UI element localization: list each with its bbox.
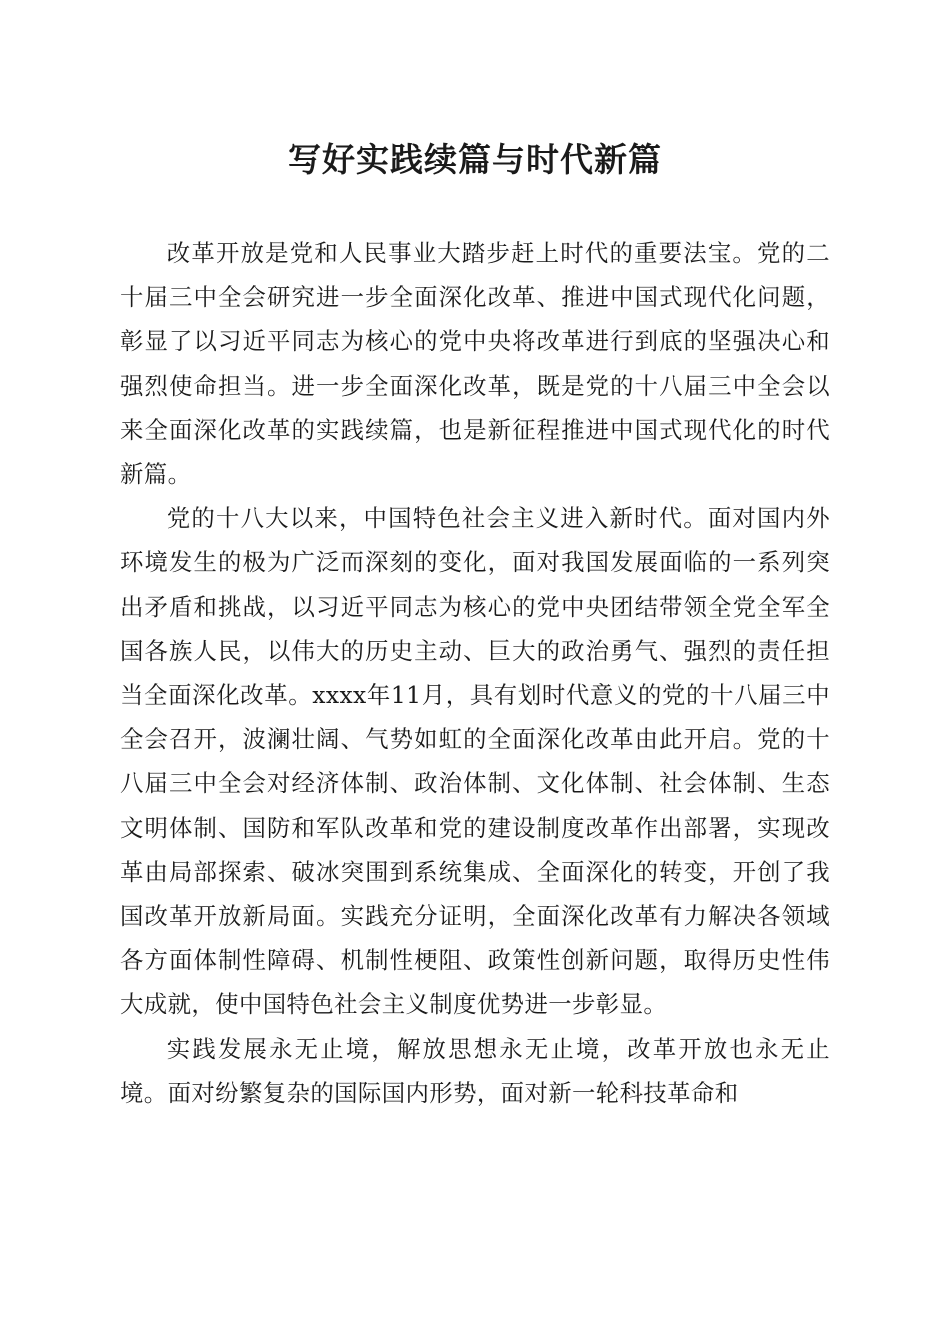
paragraph: 改革开放是党和人民事业大踏步赶上时代的重要法宝。党的二十届三中全会研究进一步全面深化改革、推进中国式现代化问题，彰显了以习近平同志为核心的党中央将改革进行到底的坚强决心和强烈使命担当。进一步全面深化改革，既是党的十八届三中全会以来全面深化改革的实践续篇，也是新征程推进中国式现代化的时代新篇。 [120,239,830,489]
paragraph: 实践发展永无止境，解放思想永无止境，改革开放也永无止境。面对纷繁复杂的国际国内形势，面对新一轮科技革命和 [120,1034,830,1107]
paragraph: 党的十八大以来，中国特色社会主义进入新时代。面对国内外环境发生的极为广泛而深刻的变化，面对我国发展面临的一系列突出矛盾和挑战，以习近平同志为核心的党中央团结带领全党全军全国各族人民，以伟大的历史主动、巨大的政治勇气、强烈的责任担当全面深化改革。xxxx年11月，具有划时代意义的党的十八届三中全会召开，波澜壮阔、气势如虹的全面深化改革由此开启。党的十八届三中全会对经济体制、政治体制、文化体制、社会体制、生态文明体制、国防和军队改革和党的建设制度改革作出部署，实现改革由局部探索、破冰突围到系统集成、全面深化的转变，开创了我国改革开放新局面。实践充分证明，全面深化改革有力解决各领域各方面体制性障碍、机制性梗阻、政策性创新问题，取得历史性伟大成就，使中国特色社会主义制度优势进一步彰显。 [120,504,830,1019]
document-title: 写好实践续篇与时代新篇 [288,140,662,179]
document-body [120,231,830,1115]
